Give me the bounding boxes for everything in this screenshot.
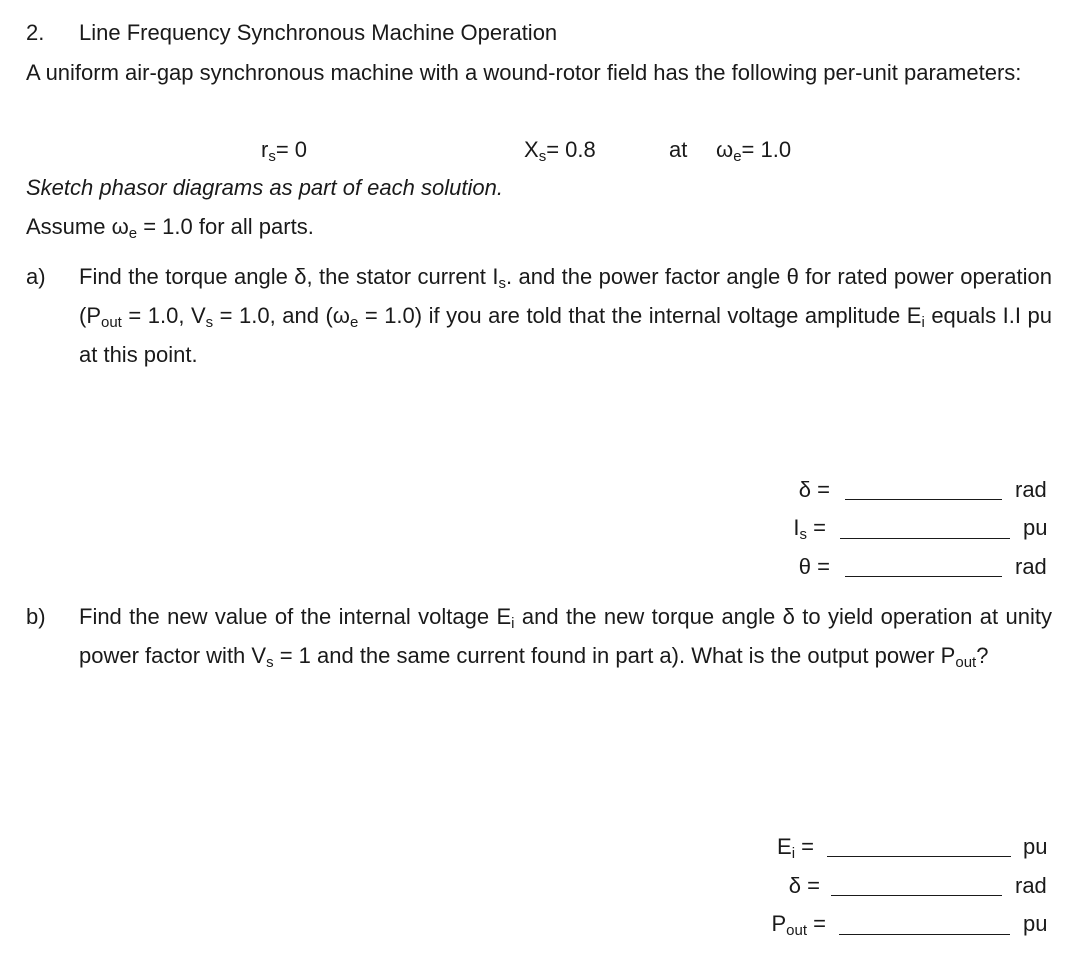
answer-blank-ei-b[interactable] — [827, 856, 1011, 857]
answer-label-delta-a: δ = — [798, 477, 830, 502]
answer-label-is-a: $I_s$ = — [793, 515, 826, 543]
intro-paragraph: A uniform air-gap synchronous machine with a wound-rotor field has the following per-unit parameters: — [26, 60, 1022, 85]
answer-unit-is-a: pu — [1023, 515, 1048, 540]
part-b-question: Find the new value of the internal voltage $E_i$ and the new torque angle δ to yield operation at unity power factor with $V_s = 1$ and the same current found in part a). What is the output power $P_{out}$? — [79, 604, 1052, 671]
answer-blank-theta-a[interactable] — [845, 576, 1002, 577]
answer-blank-delta-a[interactable] — [845, 499, 1002, 500]
answer-label-theta-a: θ = — [798, 554, 830, 579]
answer-unit-pout-b: pu — [1023, 911, 1048, 936]
answer-unit-theta-a: rad — [1015, 554, 1047, 579]
param-at: at — [669, 137, 688, 162]
answer-label-pout-b: $P_{out}$ = — [771, 911, 826, 939]
problem-number: 2. — [26, 20, 45, 45]
answer-label-delta-b: δ = — [788, 873, 820, 898]
answer-unit-delta-b: rad — [1015, 873, 1047, 898]
answer-unit-delta-a: rad — [1015, 477, 1047, 502]
part-a-label: a) — [26, 264, 46, 289]
answer-unit-ei-b: pu — [1023, 834, 1048, 859]
answer-blank-pout-b[interactable] — [839, 934, 1010, 935]
answer-blank-is-a[interactable] — [840, 538, 1010, 539]
problem-title: Line Frequency Synchronous Machine Operation — [79, 20, 558, 45]
param-we: $\omega_e= 1.0$ — [716, 137, 792, 165]
sketch-note: Sketch phasor diagrams as part of each solution. — [26, 175, 503, 200]
answer-label-ei-b: $E_i$ = — [777, 834, 814, 862]
param-rs: $r_s= 0$ — [261, 137, 308, 165]
answer-blank-delta-b[interactable] — [831, 895, 1002, 896]
part-b-label: b) — [26, 604, 46, 629]
assume-note: Assume $\omega_e = 1.0$ for all parts. — [26, 214, 314, 242]
param-xs: $X_s= 0.8$ — [524, 137, 596, 165]
part-a-question: Find the torque angle δ, the stator current $I_s$. and the power factor angle θ for rated power operation ($P_{out} = 1.0$, $V_s = 1.0$, and $(\omega_e = 1.0)$ if you are told that the internal voltage amplitude $E_i$ equals I.I pu at this point. — [79, 264, 1052, 367]
